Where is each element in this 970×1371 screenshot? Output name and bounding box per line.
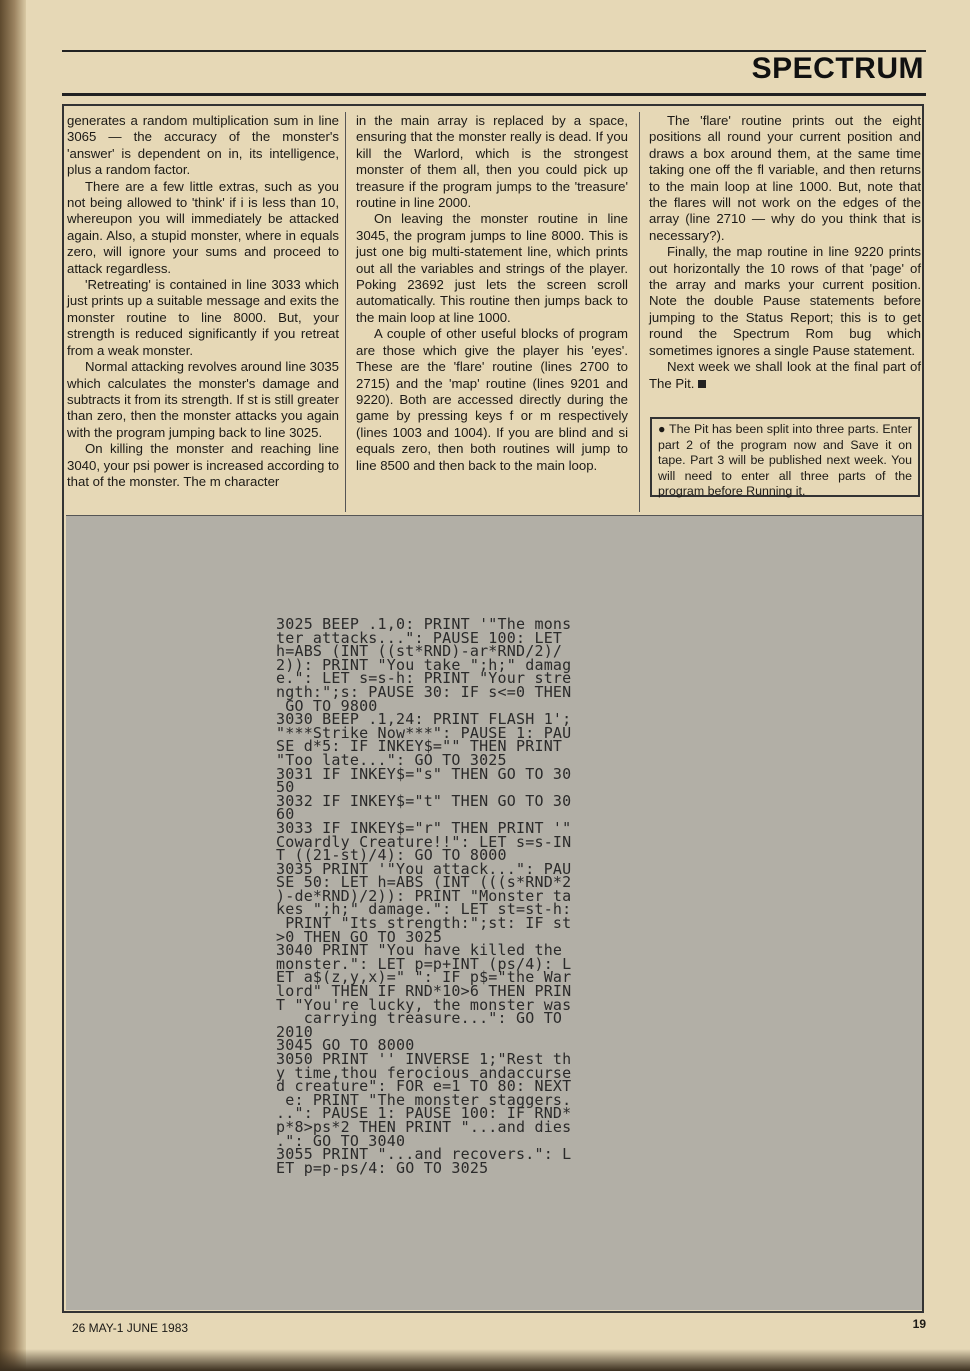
page-number: 19 xyxy=(912,1317,926,1331)
paragraph: Finally, the map routine in line 9220 prints out horizontally the 10 rows of that 'page' of the array and marks your current position. Note the double Pause statements before jumping to the Status Report; this is to get round the Spectrum Rom bug which sometimes ignores a single Pause statement. xyxy=(649,244,921,358)
section-title: SPECTRUM xyxy=(751,52,924,85)
paragraph: 'Retreating' is contained in line 3033 which just prints up a suitable message and exits the monster routine to line 8000. But, your strength is reduced significantly if you retreat from a weak monster. xyxy=(67,277,339,358)
issue-date: 26 MAY-1 JUNE 1983 xyxy=(72,1321,189,1335)
paragraph: in the main array is replaced by a space, ensuring that the monster really is dead. If you kill the Warlord, which is the strongest monster of them all, then you could pick up treasure if the program jumps to the 'treasure' routine in line 2000. xyxy=(356,113,628,211)
article-column-3 xyxy=(649,113,921,392)
paragraph: A couple of other useful blocks of program are those which give the player his 'eyes'. These are the 'flare' routine (lines 2700 to 2715) and the 'map' routine (lines 9201 and 9220). Both are accessed directly during the game by pressing keys f or m respectively (lines 1003 and 1004). If you are blind and si equals zero, then both routines will jump to line 8500 and then back to the main loop. xyxy=(356,326,628,473)
paragraph: Normal attacking revolves around line 3035 which calculates the monster's damage and subtracts it from its strength. If st is still greater than zero, then the monster attacks you again with the program jumping back to line 3025. xyxy=(67,359,339,440)
paragraph: On leaving the monster routine in line 3045, the program jumps to line 8000. This is just one big multi-statement line, which prints out all the variables and strings of the player. Poking 23692 just lets the screen scroll automatically. This routine then jumps back to the main loop at line 1000. xyxy=(356,211,628,325)
article-column-2 xyxy=(356,113,628,474)
article-column-1 xyxy=(67,113,339,490)
program-notice-box: ● The Pit has been split into three parts. Enter part 2 of the program now and Save it on tape. Part 3 will be published next week. You will need to enter all three parts of the program before Running it. xyxy=(650,417,920,497)
column-divider xyxy=(345,112,346,512)
page-gutter-shadow xyxy=(0,0,26,1371)
end-of-article-icon xyxy=(698,380,706,388)
column-divider xyxy=(639,112,640,512)
page-bottom-shadow xyxy=(0,1349,970,1371)
closing-text: Next week we shall look at the final part of The Pit. xyxy=(649,359,921,391)
paragraph: generates a random multiplication sum in line 3065 — the accuracy of the monster's 'answer' is dependent on in, its intelligence, plus a random factor. xyxy=(67,113,339,178)
basic-program-listing: 3025 BEEP .1,0: PRINT '"The mons ter attacks...": PAUSE 100: LET h=ABS (INT ((st*RND)-ar*RND/2)/ 2)): PRINT "You take ";h;" damag e.": LET s=s-h: PRINT "Your stre ngth:";s: PAUSE 30: IF s<=0 THEN GO TO 9800 3030 BEEP .1,24: PRINT FLASH 1'; "***Strike Now***": PAUSE 1: PAU SE d*5: IF INKEY$="" THEN PRINT "Too late...": GO TO 3025 3031 IF INKEY$="s" THEN GO TO 30 50 3032 IF INKEY$="t" THEN GO TO 30 60 3033 IF INKEY$="r" THEN PRINT '" Cowardly Creature!!": LET s=s-IN T ((21-st)/4): GO TO 8000 3035 PRINT '"You attack...": PAU SE 50: LET h=ABS (INT (((s*RND*2 )-de*RND)/2)): PRINT "Monster ta kes ";h;" damage.": LET st=st-h: PRINT "Its strength:";st: IF st >0 THEN GO TO 3025 3040 PRINT "You have killed the monster.": LET p=p+INT (ps/4): L ET a$(z,y,x)=" ": IF p$="the War lord" THEN IF RND*10>6 THEN PRIN T "You're lucky, the monster was carrying treasure...": GO TO 2010 3045 GO TO 8000 3050 PRINT '' INVERSE 1;"Rest th y time,thou ferocious andaccurse d creature": FOR e=1 TO 80: NEXT e: PRINT "The monster staggers. ..": PAUSE 1: PAUSE 100: IF RND* p*8>ps*2 THEN PRINT "...and dies .": GO TO 3040 3055 PRINT "...and recovers.": L ET p=p-ps/4: GO TO 3025 xyxy=(276,615,572,1177)
paragraph: The 'flare' routine prints out the eight positions all round your current position and draws a box around them, at the same time taking one off the fl variable, and then returns to the main loop at line 1000. But, note that the flares will not work on the edges of the array (line 2710 — why do you think that is necessary?). xyxy=(649,113,921,243)
header-rule-bottom xyxy=(62,93,926,96)
paragraph-closing xyxy=(649,359,921,392)
paragraph: On killing the monster and reaching line 3040, your psi power is increased according to that of the monster. The m character xyxy=(67,441,339,489)
paragraph: There are a few little extras, such as you not being allowed to 'think' if i is less than 10, whereupon you will immediately be attacked again. Also, a stupid monster, where in equals zero, will ignore your sums and proceed to attack regardless. xyxy=(67,178,339,276)
